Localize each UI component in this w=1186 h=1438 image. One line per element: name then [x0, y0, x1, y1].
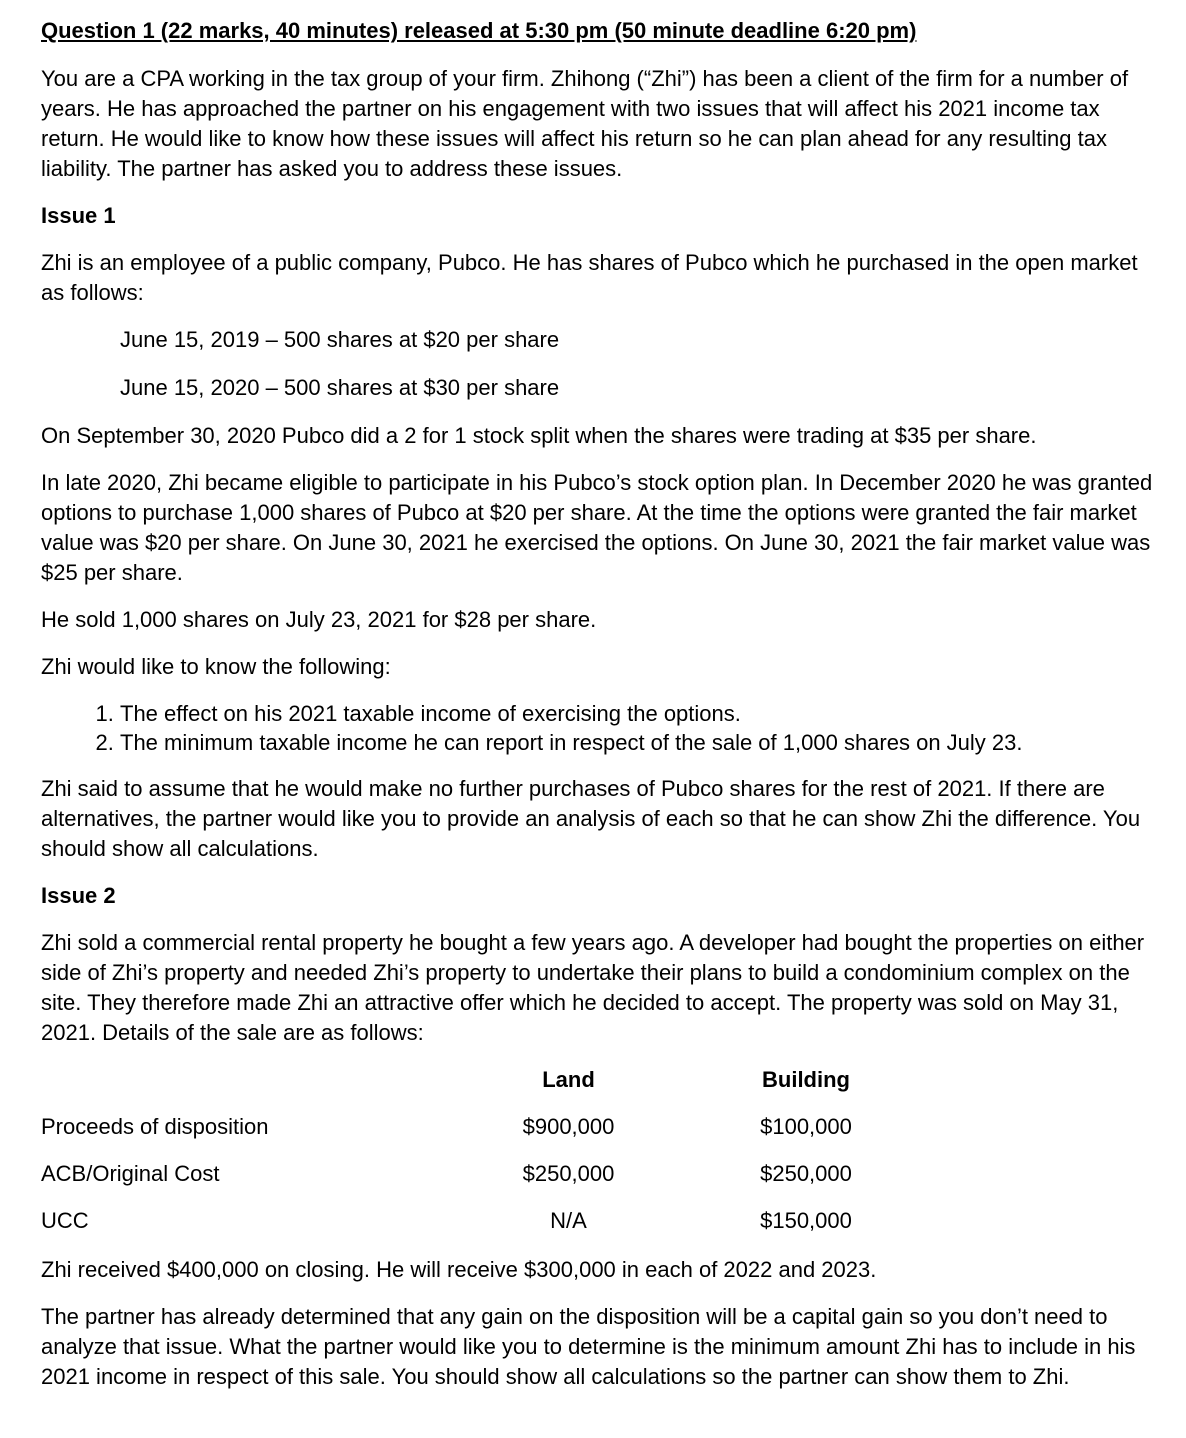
- table-row: [41, 1112, 926, 1159]
- issue-1-title: Issue 1: [41, 203, 116, 228]
- row-label: ACB/Original Cost: [41, 1161, 220, 1186]
- purchase-line-2: June 15, 2020 – 500 shares at $30 per share: [120, 375, 560, 400]
- issue-2-paragraph-3: The partner has already determined that any gain on the disposition will be a capital gain so you don’t need to analyze that issue. What the partner would like you to determine is the minimum amount Zhi has to include in his 2021 income in respect of this sale. You should show all calculations so the partner can show them to Zhi.: [41, 1304, 1136, 1389]
- row-label: Proceeds of disposition: [41, 1114, 269, 1139]
- building-value: $250,000: [760, 1161, 852, 1186]
- table-row: [41, 1206, 926, 1253]
- land-value: $250,000: [522, 1161, 615, 1186]
- issue-2-title: Issue 2: [41, 883, 116, 908]
- table-header-blank: [41, 1065, 451, 1112]
- sale-details-table: [41, 1065, 926, 1253]
- issue-2-paragraph-1: Zhi sold a commercial rental property he bought a few years ago. A developer had bought the properties on either side of Zhi’s property and needed Zhi’s property to undertake their plans to build a condominium complex on the site. They therefore made Zhi an attractive offer which he decided to accept. The property was sold on May 31, 2021. Details of the sale are as follows:: [41, 930, 1145, 1045]
- building-value: $100,000: [760, 1114, 852, 1139]
- table-row: [41, 1159, 926, 1206]
- question-item-1: 1. The effect on his 2021 taxable income of exercising the options.: [120, 699, 1161, 728]
- issue-2-paragraph-2: Zhi received $400,000 on closing. He will receive $300,000 in each of 2022 and 2023.: [41, 1257, 877, 1282]
- land-value: N/A: [550, 1208, 587, 1233]
- issue-1-paragraph-5: Zhi would like to know the following:: [41, 654, 391, 679]
- table-header-land: Land: [542, 1067, 595, 1092]
- table-header-row: [41, 1065, 926, 1112]
- building-value: $150,000: [760, 1208, 852, 1233]
- issue-1-paragraph-1: Zhi is an employee of a public company, Pubco. He has shares of Pubco which he purchased in the open market as follows:: [41, 250, 1138, 305]
- issue-1-paragraph-6: Zhi said to assume that he would make no further purchases of Pubco shares for the rest of 2021. If there are alternatives, the partner would like you to provide an analysis of each so that he can show Zhi the difference. You should show all calculations.: [41, 776, 1141, 861]
- question-heading: Question 1 (22 marks, 40 minutes) released at 5:30 pm (50 minute deadline 6:20 pm): [41, 18, 917, 43]
- table-header-building: Building: [762, 1067, 850, 1092]
- intro-paragraph: You are a CPA working in the tax group of your firm. Zhihong (“Zhi”) has been a client of the firm for a number of years. He has approached the partner on his engagement with two issues that will affect his 2021 income tax return. He would like to know how these issues will affect his return so he can plan ahead for any resulting tax liability. The partner has asked you to address these issues.: [41, 66, 1129, 181]
- land-value: $900,000: [522, 1114, 615, 1139]
- row-label: UCC: [41, 1208, 89, 1233]
- document-page: [41, 16, 1161, 1409]
- issue-1-paragraph-2: On September 30, 2020 Pubco did a 2 for 1 stock split when the shares were trading at $35 per share.: [41, 423, 1037, 448]
- question-item-2: 2. The minimum taxable income he can report in respect of the sale of 1,000 shares on July 23.: [120, 728, 1161, 757]
- issue-1-paragraph-3: In late 2020, Zhi became eligible to participate in his Pubco’s stock option plan. In December 2020 he was granted options to purchase 1,000 shares of Pubco at $20 per share. At the time the options were granted the fair market value was $20 per share. On June 30, 2021 he exercised the options. On June 30, 2021 the fair market value was $25 per share.: [41, 470, 1153, 585]
- purchase-line-1: June 15, 2019 – 500 shares at $20 per share: [120, 327, 560, 352]
- question-list: [41, 699, 1161, 757]
- issue-1-paragraph-4: He sold 1,000 shares on July 23, 2021 for $28 per share.: [41, 607, 597, 632]
